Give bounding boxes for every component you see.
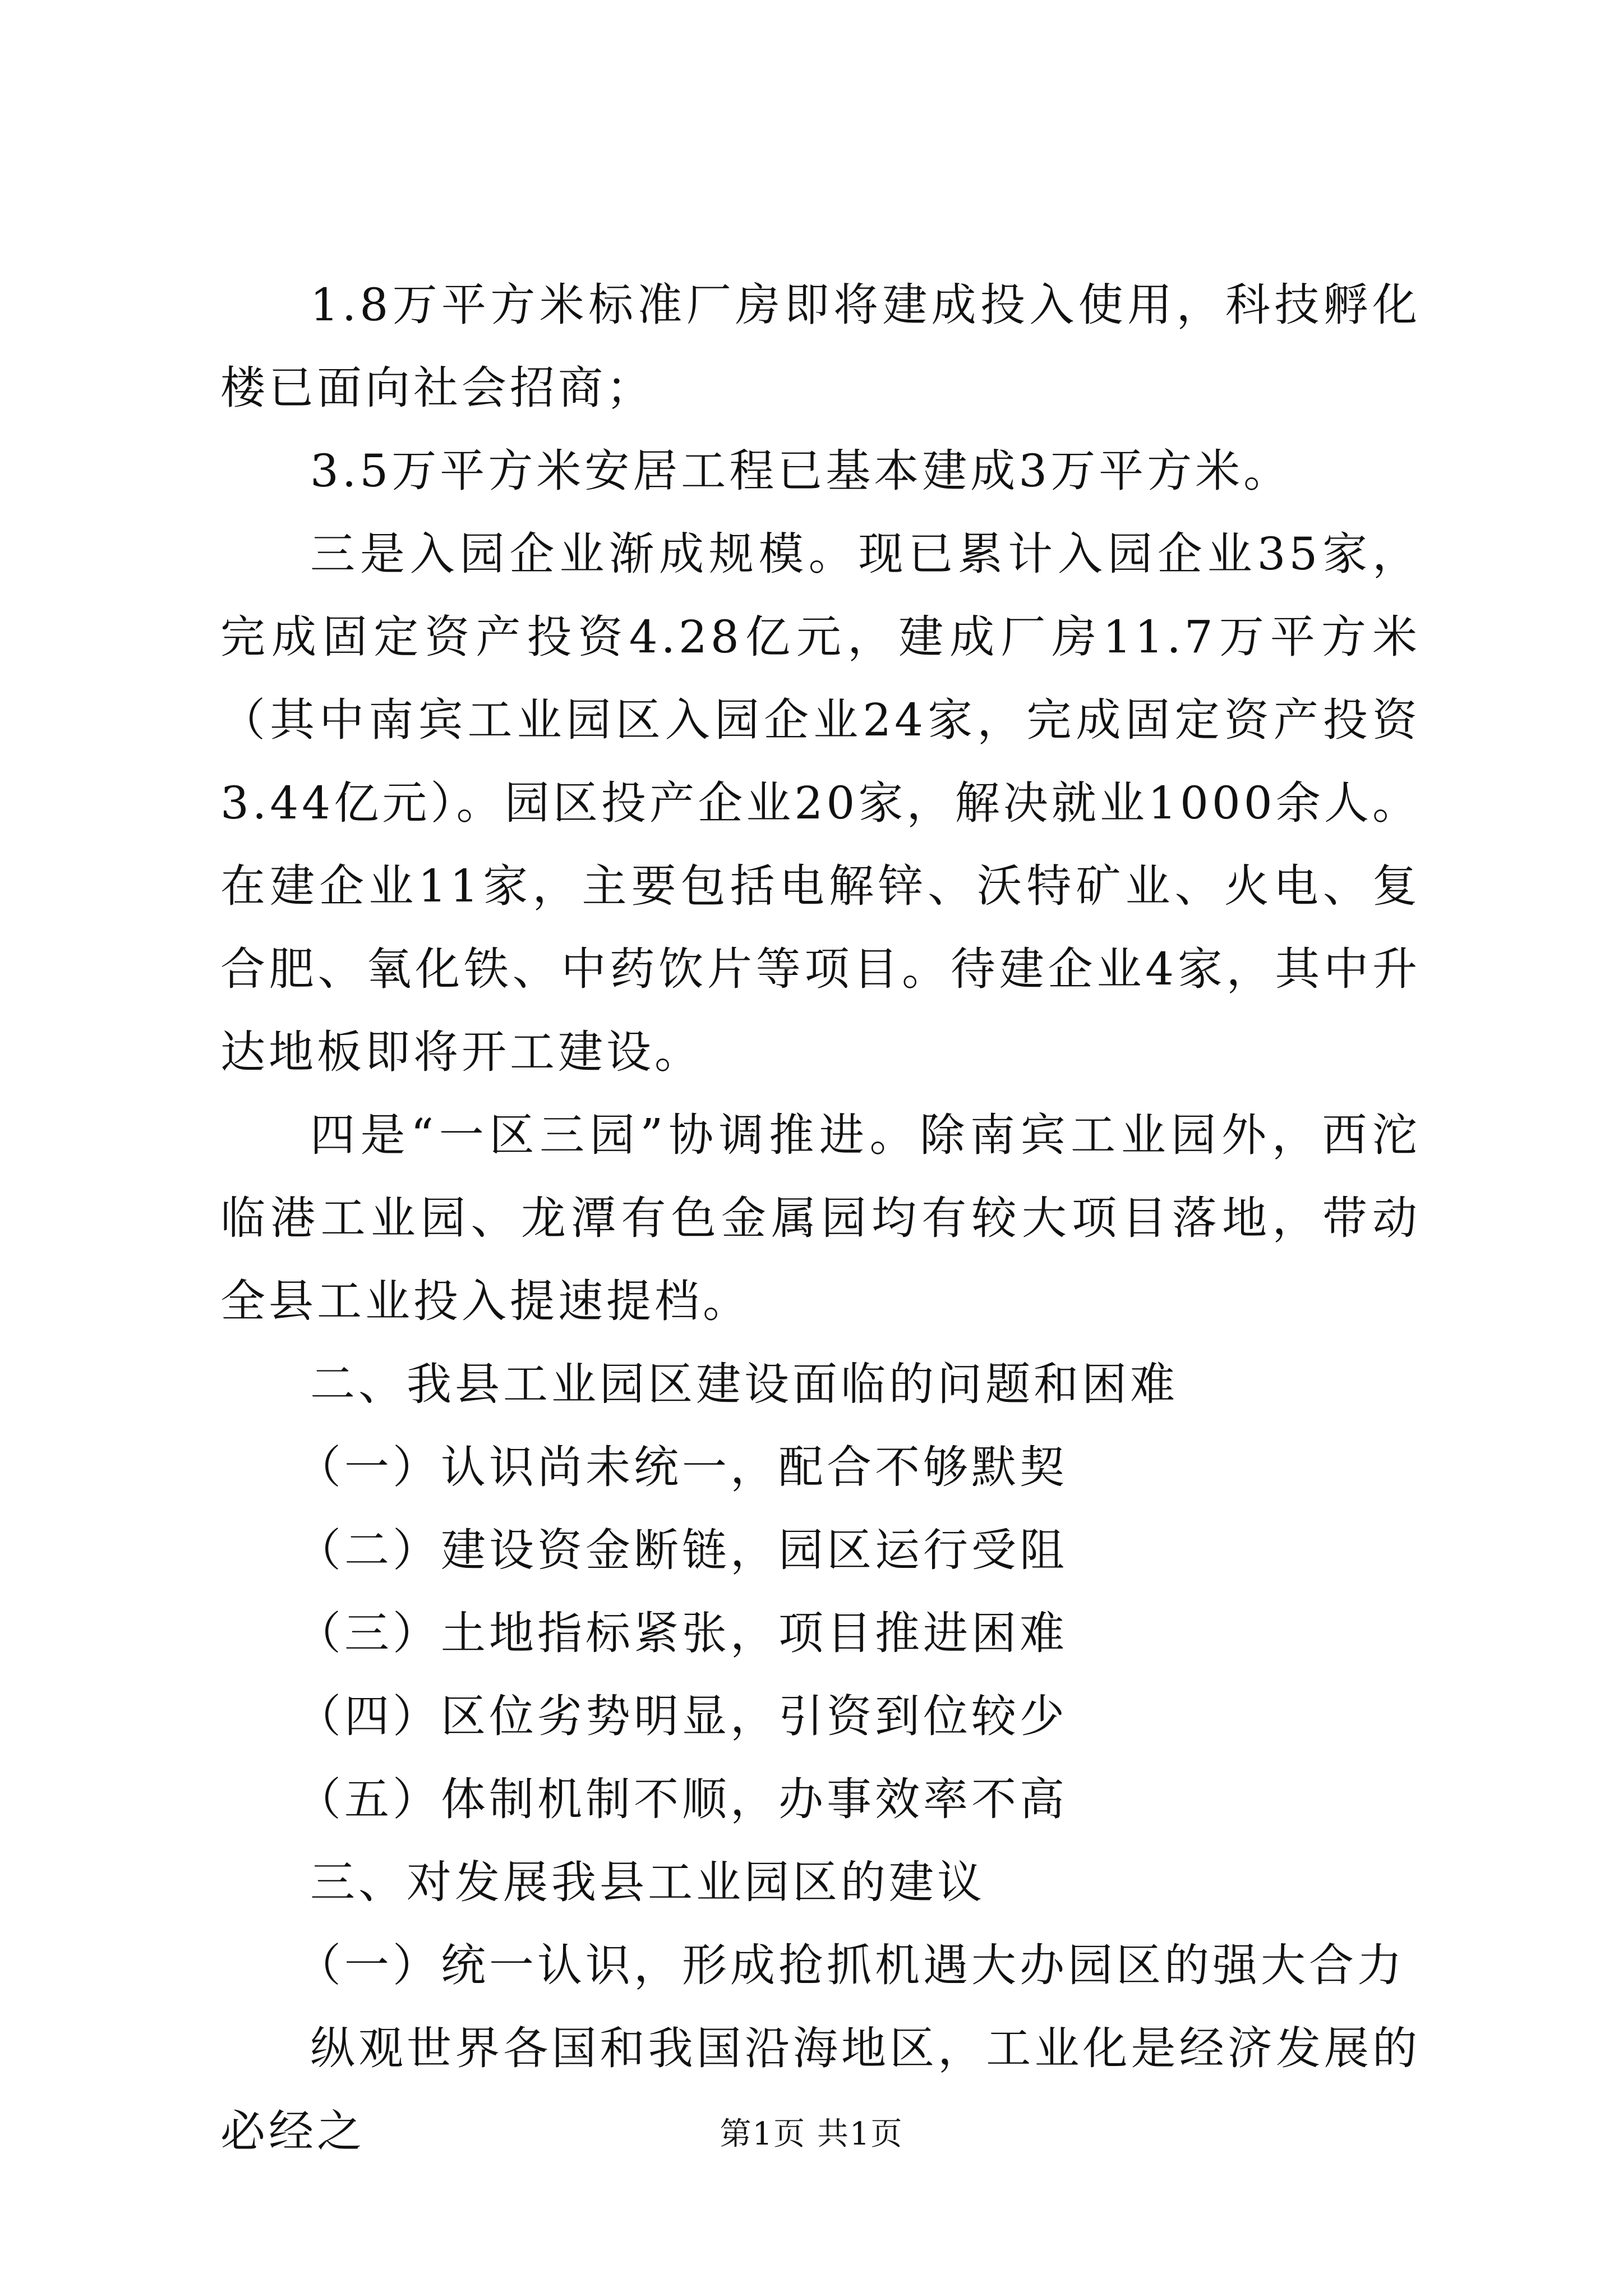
list-item-problem-5: （五）体制机制不顺，办事效率不高 [296,1773,1068,1825]
list-item-problem-3: （三）土地指标紧张，项目推进困难 [296,1607,1068,1659]
page-number-label: 第1页 共1页 [720,2116,903,2152]
document-body [220,264,1421,2173]
paragraph-enterprises-scale: 三是入园企业渐成规模。现已累计入园企业35家，完成固定资产投资4.28亿元，建成厂房11.7万平方米（其中南宾工业园区入园企业24家，完成固定资产投资3.44亿元）。园区投产企业20家，解决就业1000余人。在建企业11家，主要包括电解锌、沃特矿业、火电、复合肥、氧化铁、中药饮片等项目。待建企业4家，其中升达地板即将开工建设。 [220,528,1421,1078]
paragraph-factory-buildings: 1.8万平方米标准厂房即将建成投入使用，科技孵化楼已面向社会招商； [220,279,1421,414]
list-item-suggestion-1: （一）统一认识，形成抢抓机遇大办园区的强大合力 [296,1939,1405,1991]
list-item-problem-4: （四）区位劣势明显，引资到位较少 [296,1690,1068,1742]
section-heading-suggestions: 三、对发展我县工业园区的建议 [310,1856,985,1908]
page-footer [0,2112,1623,2157]
paragraph-industrialization: 纵观世界各国和我国沿海地区，工业化是经济发展的必经之 [220,2022,1421,2157]
list-item-problem-1: （一）认识尚未统一，配合不够默契 [296,1441,1068,1493]
paragraph-one-zone-three-parks: 四是“一区三园”协调推进。除南宾工业园外，西沱临港工业园、龙潭有色金属园均有较大项目落地，带动全县工业投入提速提档。 [220,1109,1421,1327]
section-heading-problems: 二、我县工业园区建设面临的问题和困难 [310,1358,1178,1410]
list-item-problem-2: （二）建设资金断链，园区运行受阻 [296,1524,1068,1576]
paragraph-housing-project: 3.5万平方米安居工程已基本建成3万平方米。 [310,445,1292,497]
